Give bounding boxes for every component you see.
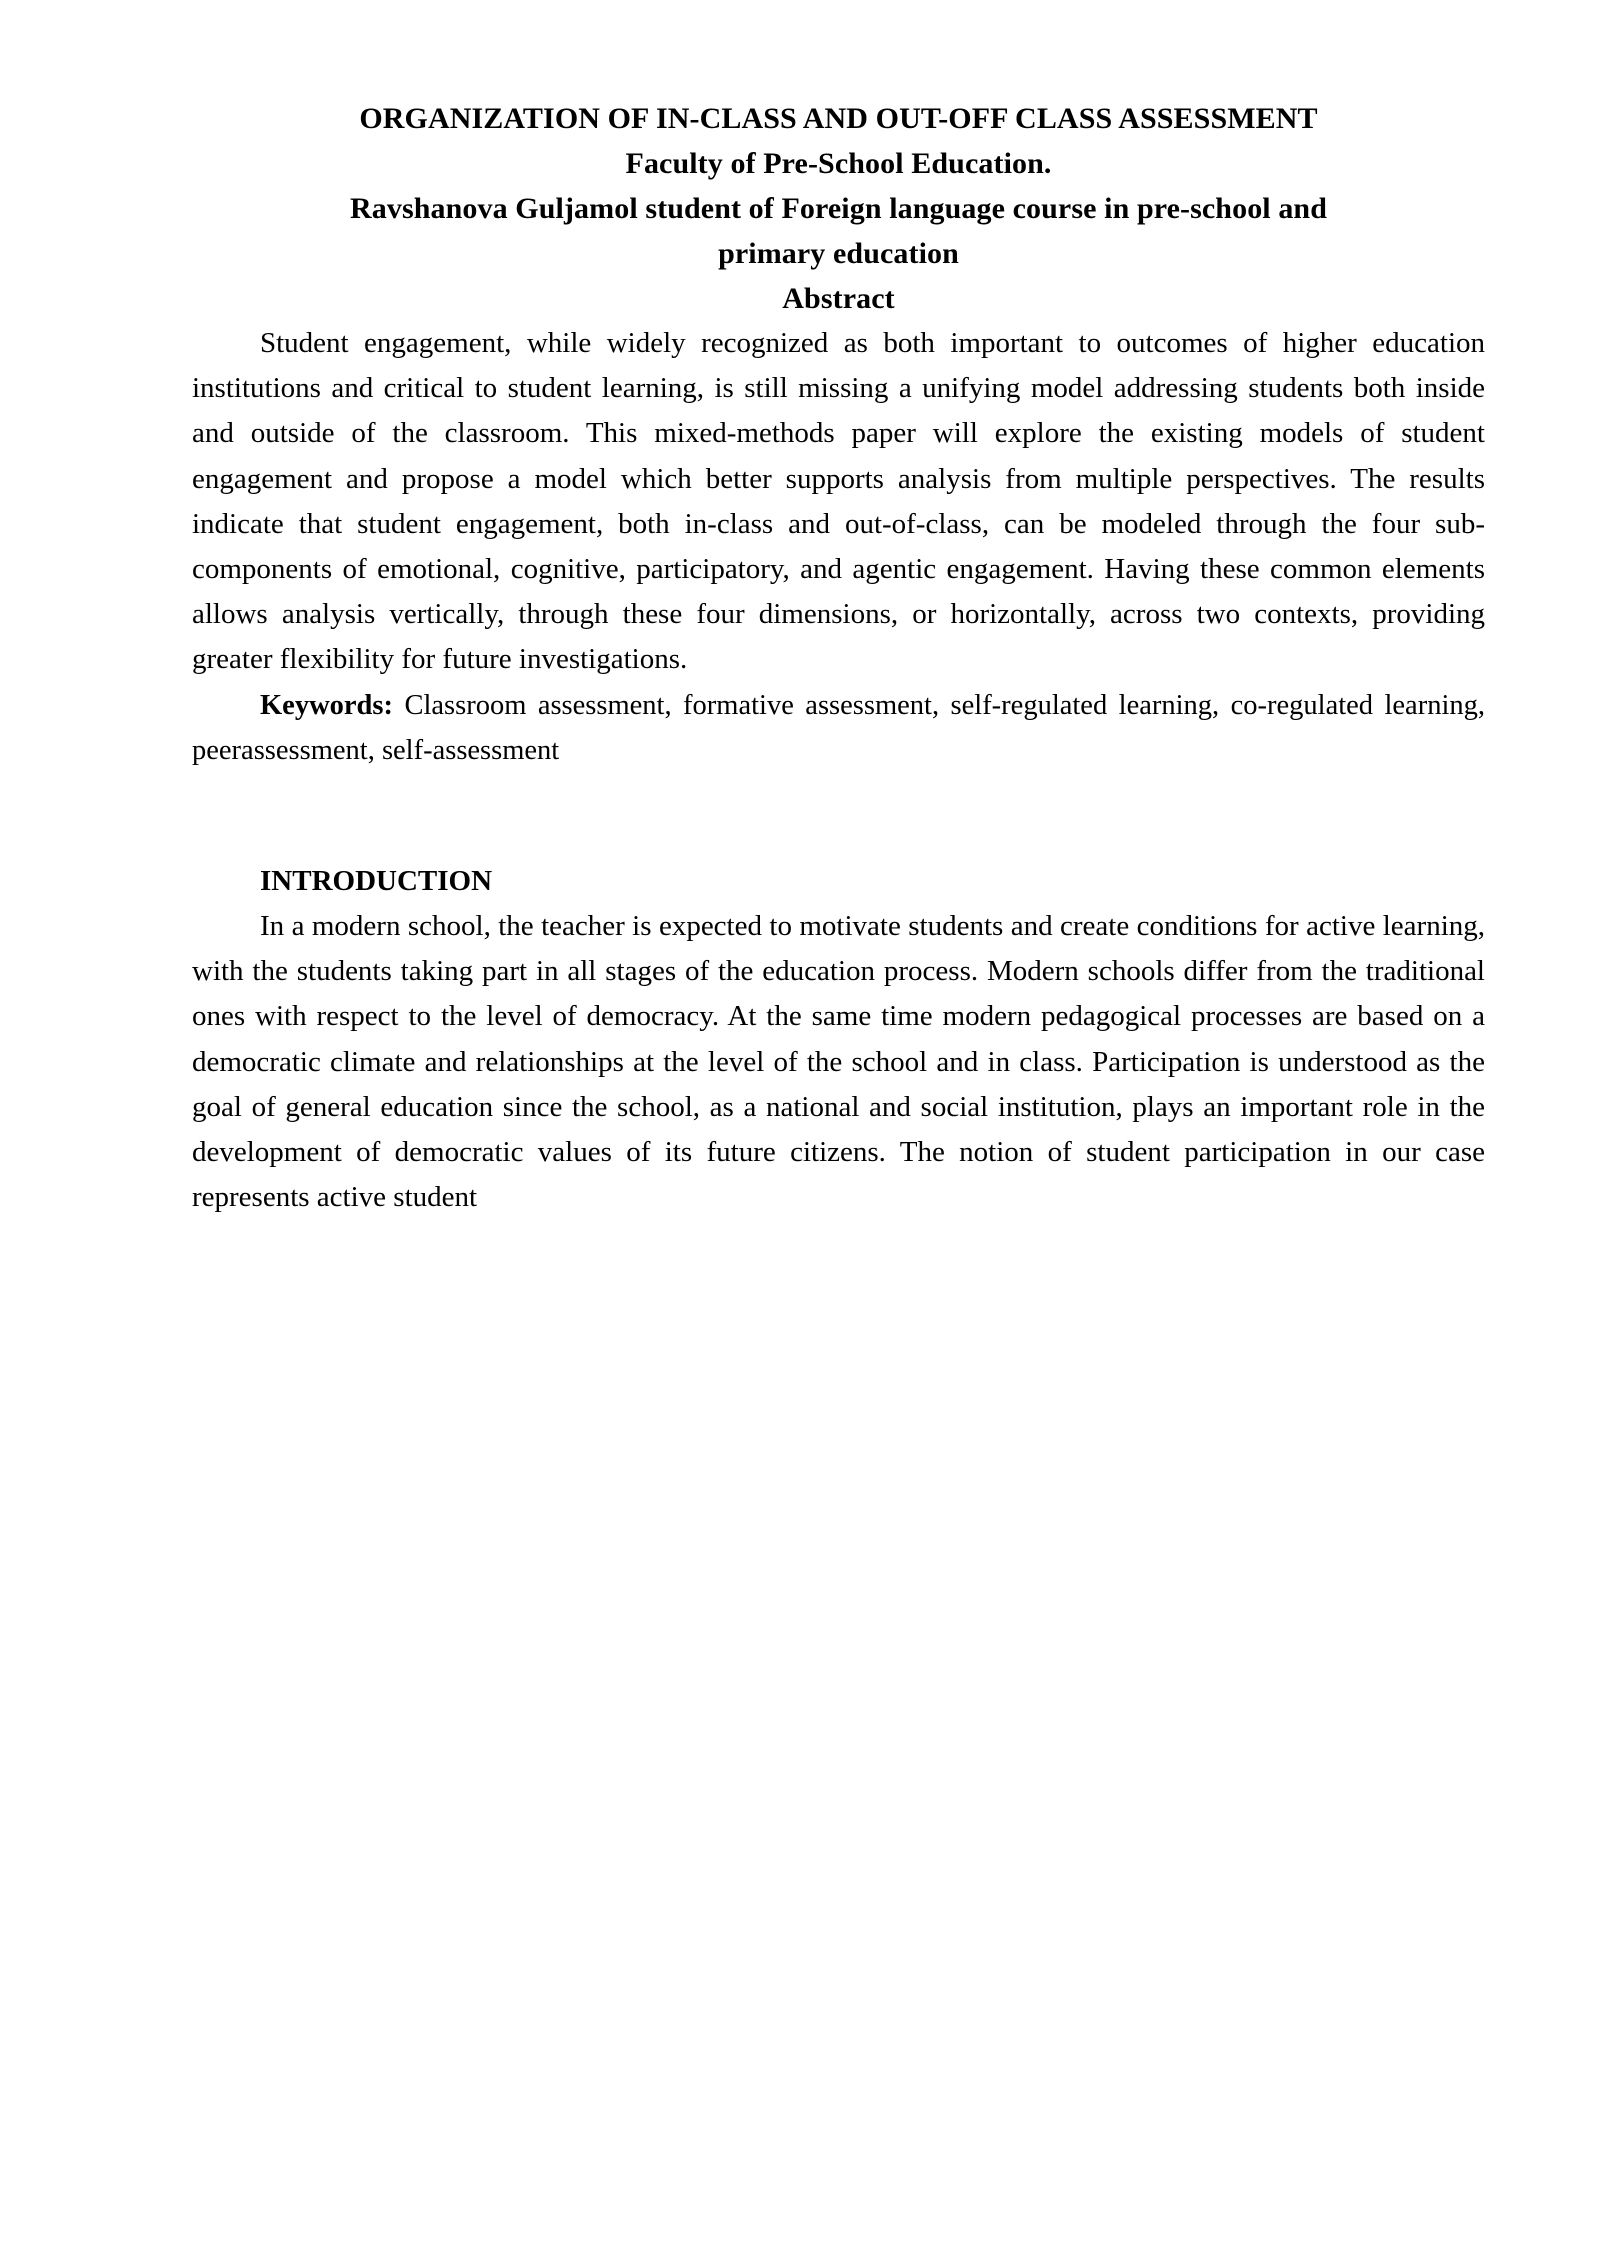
page-title: ORGANIZATION OF IN-CLASS AND OUT-OFF CLASS ASSESSMENT xyxy=(359,102,1318,135)
faculty-subtitle: Faculty of Pre-School Education. xyxy=(625,147,1052,180)
keywords-value: Classroom assessment, formative assessment, self-regulated learning, co-regulated learning, peerassessment, self-assessment xyxy=(192,689,1485,766)
abstract-paragraph: Student engagement, while widely recognized as both important to outcomes of higher education institutions and critical to student learning, is still missing a unifying model addressing students both inside and outside of the classroom. This mixed-methods paper will explore the existing models of student engagement and propose a model which better supports analysis from multiple perspectives. The results indicate that student engagement, both in-class and out-of-class, can be modeled through the four sub-components of emotional, cognitive, participatory, and agentic engagement. Having these common elements allows analysis vertically, through these four dimensions, or horizontally, across two contexts, providing greater flexibility for future investigations. xyxy=(192,327,1485,676)
introduction-heading: INTRODUCTION xyxy=(260,865,493,898)
author-line-primary: Ravshanova Guljamol student of Foreign language course in pre-school and xyxy=(349,192,1327,225)
page-content xyxy=(192,96,1485,1220)
keywords-paragraph xyxy=(192,683,1485,773)
title-block xyxy=(192,96,1485,321)
author-line-secondary: primary education xyxy=(718,237,959,270)
keywords-label: Keywords: xyxy=(260,689,393,721)
section-spacer xyxy=(192,773,1485,859)
abstract-heading: Abstract xyxy=(782,282,895,315)
introduction-paragraph: In a modern school, the teacher is expected to motivate students and create conditions for active learning, with the students taking part in all stages of the education process. Modern schools differ from the traditional ones with respect to the level of democracy. At the same time modern pedagogical processes are based on a democratic climate and relationships at the level of the school and in class. Participation is understood as the goal of general education since the school, as a national and social institution, plays an important role in the development of democratic values of its future citizens. The notion of student participation in our case represents active student xyxy=(192,910,1485,1214)
